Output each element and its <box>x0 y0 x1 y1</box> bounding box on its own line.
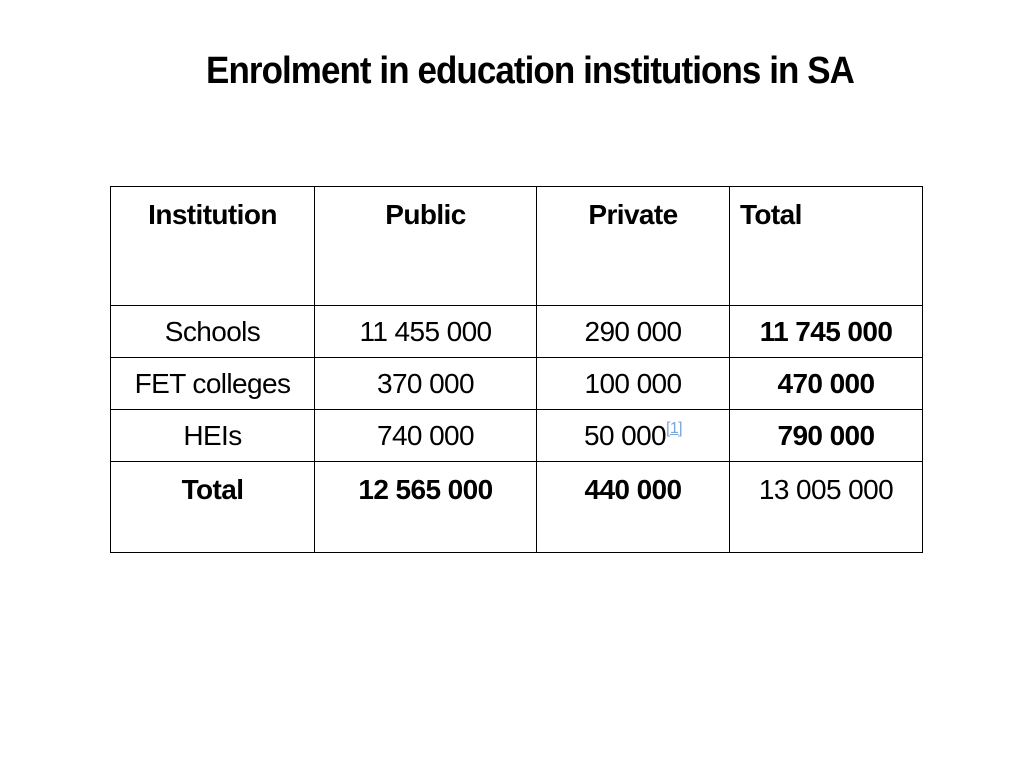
cell-private: 290 000 <box>537 306 730 358</box>
cell-total: 790 000 <box>730 410 923 462</box>
table-total-row <box>111 462 923 553</box>
slide-title: Enrolment in education institutions in SA <box>206 50 854 92</box>
header-total: Total <box>730 187 923 306</box>
footnote-link[interactable]: [1] <box>666 420 683 437</box>
header-private: Private <box>537 187 730 306</box>
cell-private: 100 000 <box>537 358 730 410</box>
cell-public: 11 455 000 <box>315 306 537 358</box>
header-institution: Institution <box>111 187 315 306</box>
table-row <box>111 410 923 462</box>
enrolment-table <box>110 186 923 553</box>
total-private: 440 000 <box>537 462 730 553</box>
table-row <box>111 306 923 358</box>
total-grand: 13 005 000 <box>730 462 923 553</box>
cell-public: 370 000 <box>315 358 537 410</box>
header-public: Public <box>315 187 537 306</box>
cell-institution: FET colleges <box>111 358 315 410</box>
cell-private-value: 50 000 <box>583 420 667 451</box>
cell-public: 740 000 <box>315 410 537 462</box>
total-public: 12 565 000 <box>315 462 537 553</box>
table-header-row <box>111 187 923 306</box>
cell-total: 11 745 000 <box>730 306 923 358</box>
cell-total: 470 000 <box>730 358 923 410</box>
cell-institution: Schools <box>111 306 315 358</box>
cell-private <box>537 410 730 462</box>
total-label: Total <box>111 462 315 553</box>
cell-institution: HEIs <box>111 410 315 462</box>
table-row <box>111 358 923 410</box>
